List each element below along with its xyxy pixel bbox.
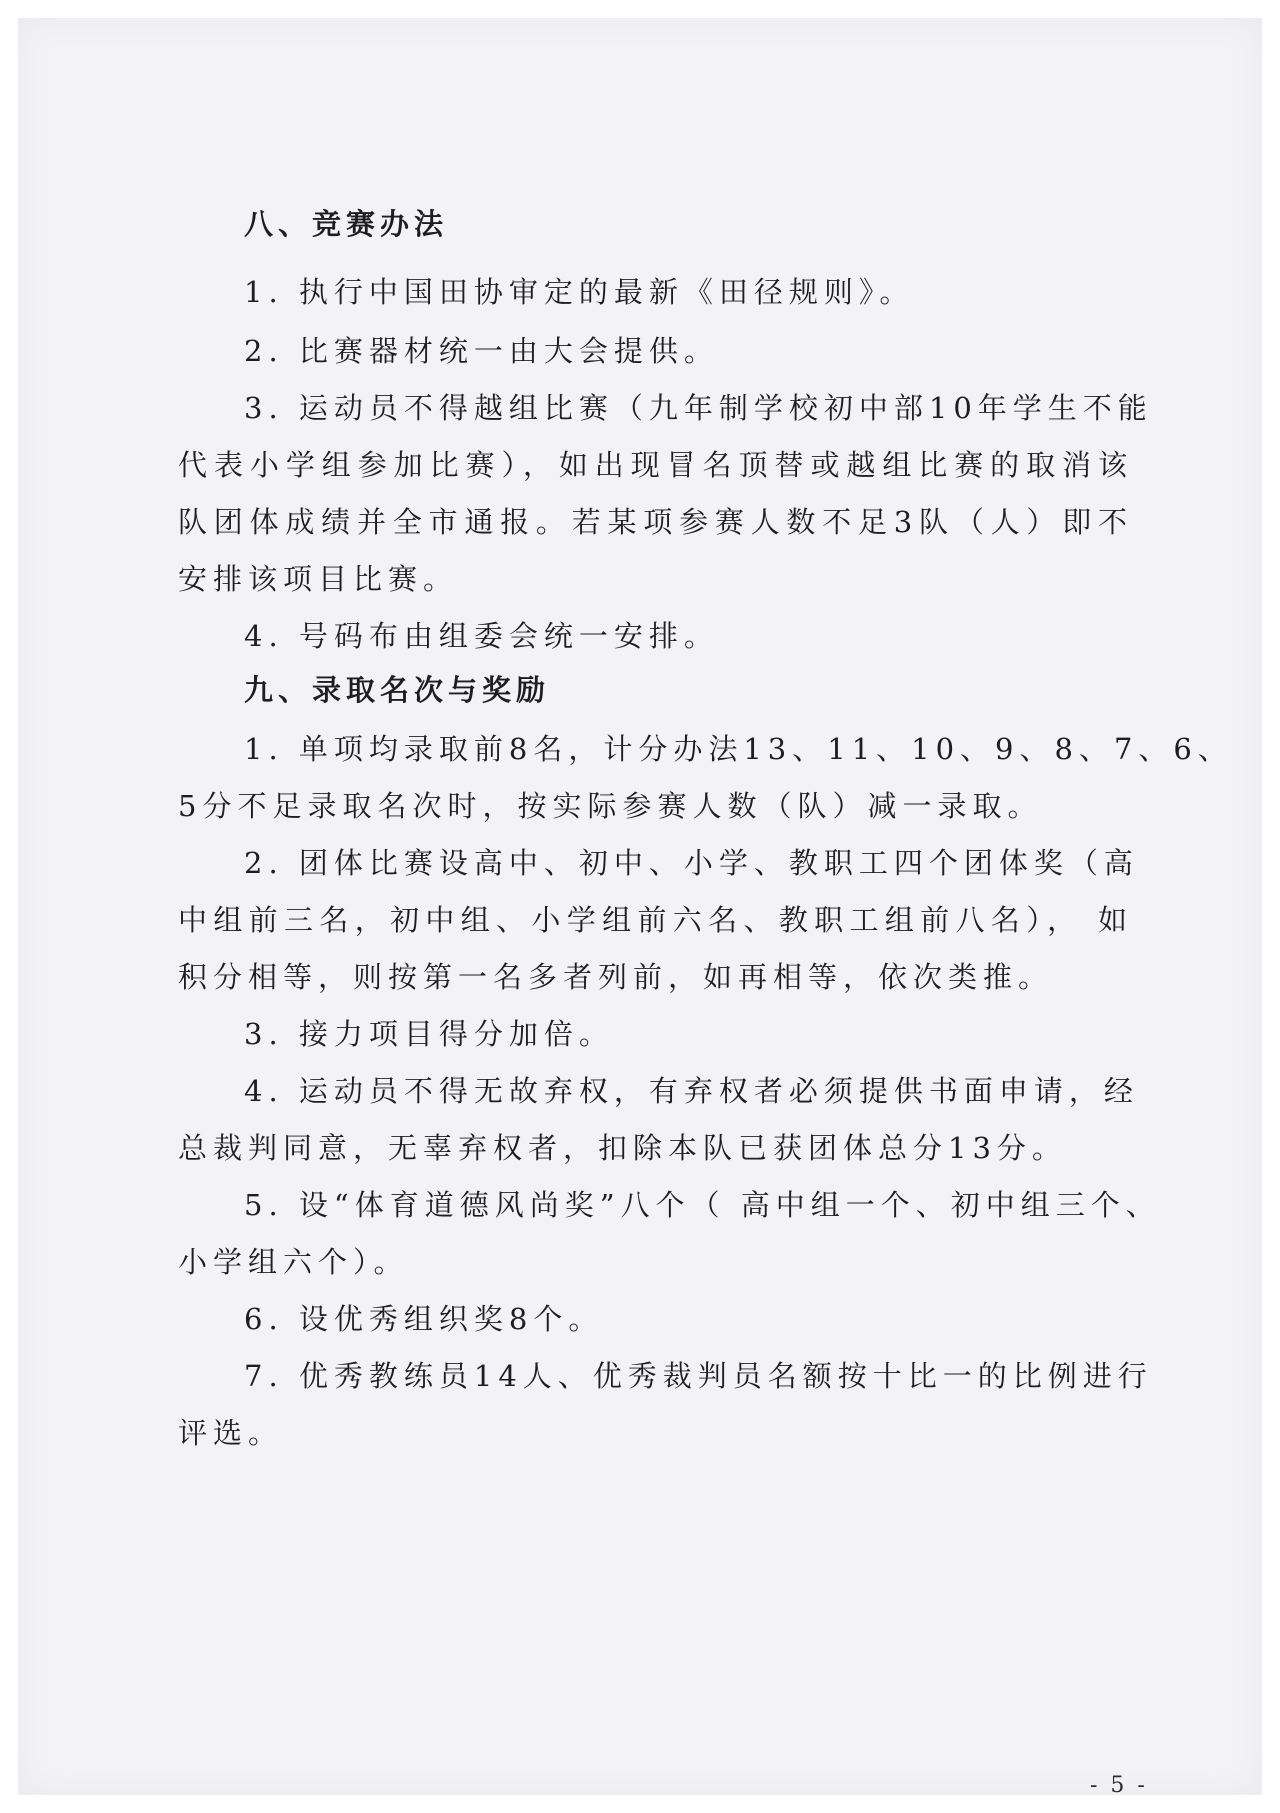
paragraph-line: 3. 接力项目得分加倍。	[244, 1017, 614, 1051]
paragraph-line: 1. 执行中国田协审定的最新《田径规则》。	[244, 275, 915, 309]
paragraph-line: 积分相等，则按第一名多者列前，如再相等，依次类推。	[178, 960, 1054, 994]
paragraph-line: 中组前三名，初中组、小学组前六名、教职工组前八名）， 如	[178, 903, 1133, 937]
document-page	[18, 18, 1262, 1795]
paragraph-line: 5分不足录取名次时，按实际参赛人数（队）减一录取。	[178, 789, 1043, 823]
paragraph-line: 代表小学组参加比赛），如出现冒名顶替或越组比赛的取消该	[178, 448, 1133, 482]
section-heading-ranking-and-awards: 九、录取名次与奖励	[244, 673, 551, 707]
paragraph-line: 总裁判同意，无辜弃权者，扣除本队已获团体总分13分。	[178, 1131, 1067, 1165]
paragraph-line: 6. 设优秀组织奖8个。	[244, 1302, 604, 1336]
page-number: - 5 -	[1090, 1773, 1148, 1795]
paragraph-line: 安排该项目比赛。	[178, 562, 459, 596]
paragraph-line: 2. 团体比赛设高中、初中、小学、教职工四个团体奖（高	[244, 846, 1139, 880]
paragraph-line: 3. 运动员不得越组比赛（九年制学校初中部10年学生不能	[244, 391, 1153, 425]
paragraph-line: 5. 设“体育道德风尚奖”八个（ 高中组一个、初中组三个、	[244, 1188, 1161, 1222]
paragraph-line: 7. 优秀教练员14人、优秀裁判员名额按十比一的比例进行	[244, 1359, 1153, 1393]
paragraph-line: 队团体成绩并全市通报。若某项参赛人数不足3队（人）即不	[178, 505, 1133, 539]
section-heading-competition-rules: 八、竞赛办法	[244, 207, 449, 241]
paragraph-line: 4. 运动员不得无故弃权，有弃权者必须提供书面申请，经	[244, 1074, 1139, 1108]
paragraph-line: 小学组六个）。	[178, 1245, 409, 1279]
paragraph-line: 2. 比赛器材统一由大会提供。	[244, 334, 719, 368]
paragraph-line: 4. 号码布由组委会统一安排。	[244, 619, 719, 653]
paragraph-line: 评选。	[178, 1416, 284, 1450]
paragraph-line: 1. 单项均录取前8名，计分办法13、11、10、9、8、7、6、	[244, 732, 1233, 766]
